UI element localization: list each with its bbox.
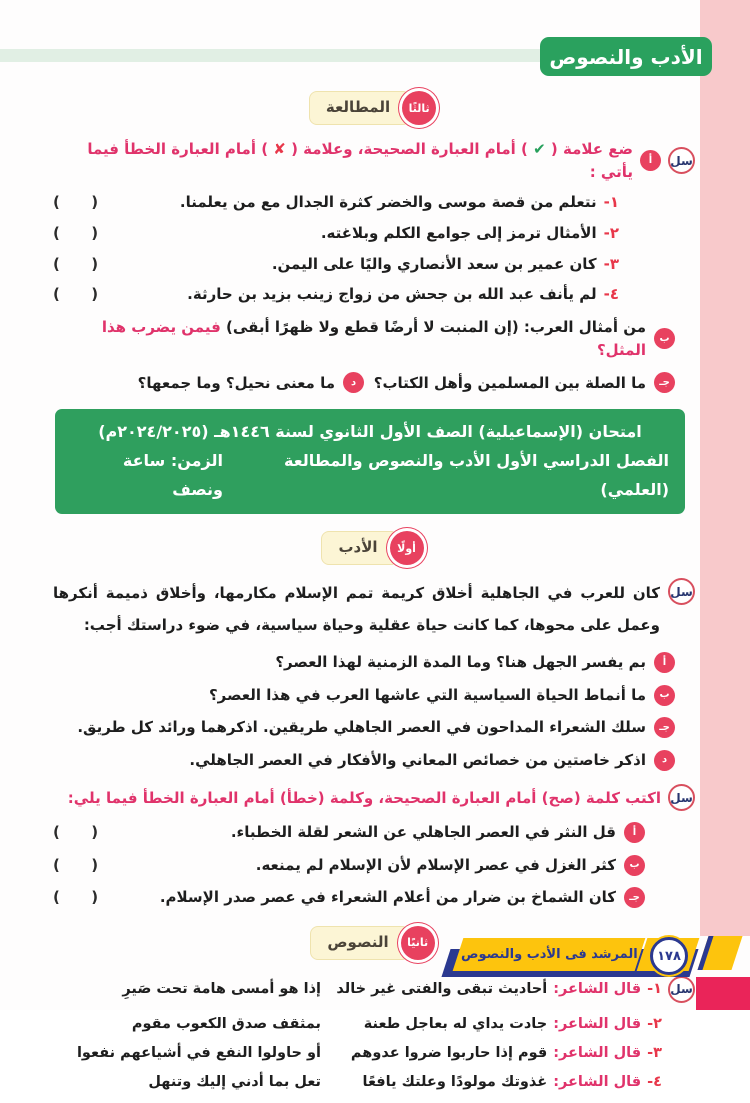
poem-line-1: سل ١- قال الشاعر: أحاديث تبقى والفتى غير خالد إذا هو أمسى هامة تحت صَيرِ bbox=[53, 976, 695, 1003]
footer-ribbon-end bbox=[697, 936, 742, 970]
question-part-d: د ما معنى نحيل؟ وما جمعها؟ bbox=[53, 372, 364, 393]
answer-slot: ( ) bbox=[53, 888, 99, 907]
tf-item-1: ١- نتعلم من قصة موسى والخضر كثرة الجدال مع من يعلمنا. ( ) bbox=[53, 192, 619, 214]
item-number: ٣- bbox=[603, 254, 619, 273]
footer-ribbon-text: المرشد فى الأدب والنصوص bbox=[460, 947, 638, 962]
question-parts-c-d bbox=[53, 372, 675, 393]
reading-label: المطالعة bbox=[309, 91, 411, 125]
part-letter-a: أ bbox=[640, 150, 661, 171]
question-part-c: جـ ما الصلة بين المسلمين وأهل الكتاب؟ bbox=[364, 372, 675, 393]
poem-speaker: قال الشاعر: bbox=[553, 1073, 642, 1090]
part-letter-c: جـ bbox=[654, 372, 675, 393]
item-number: ٢- bbox=[603, 223, 619, 242]
tf-item-2: ٢- الأمثال ترمز إلى جوامع الكلم وبلاغته. ( ) bbox=[53, 223, 619, 245]
exam-term: الفصل الدراسي الأول الأدب والنصوص والمطالعة (العلمي) bbox=[284, 450, 669, 499]
question-part-b: ب من أمثال العرب: (إن المنبت لا أرضًا قطع ولا ظهرًا أبقى) فيمن يضرب هذا المثل؟ bbox=[53, 316, 675, 361]
exam-title: امتحان (الإسماعيلية) الصف الأول الثانوي لسنة ١٤٤٦هـ (٢٠٢٤/٢٠٢٥م) bbox=[98, 422, 642, 441]
answer-slot: ( ) bbox=[53, 823, 99, 842]
poem-speaker: قال الشاعر: bbox=[553, 981, 642, 998]
item-number: ١- bbox=[603, 193, 619, 211]
answer-slot: ( ) bbox=[53, 193, 99, 211]
header-underline-band bbox=[0, 49, 555, 62]
poem-line-2: ٢- قال الشاعر: جادت يداي له بعاجل طعنة بمثقف صدق الكعوب مقوم bbox=[131, 1015, 662, 1032]
tf-question-header bbox=[53, 138, 695, 183]
answer-slot: ( ) bbox=[53, 855, 99, 874]
second-badge: ثانيًا bbox=[398, 923, 438, 963]
lit-sub-b: ب ما أنماط الحياة السياسية التي عاشها العرب في هذا العصر؟ bbox=[53, 684, 675, 707]
check-mark-icon: ✔ bbox=[533, 140, 546, 158]
part-letter-d: د bbox=[654, 750, 675, 771]
answer-slot: ( ) bbox=[53, 223, 99, 242]
wc-item-c: جـ كان الشماخ بن ضرار من أعلام الشعراء في عصر صدر الإسلام. ( ) bbox=[53, 886, 645, 909]
write-correct-prompt: اكتب كلمة (صح) أمام العبارة الصحيحة، وكلمة (خطأ) أمام العبارة الخطأ فيما يلي: bbox=[67, 788, 661, 807]
lit-sub-c: جـ سلك الشعراء المداحون في العصر الجاهلي طريقين. اذكرهما ورائد كل طريق. bbox=[53, 716, 675, 739]
exam-duration: الزمن: ساعة ونصف bbox=[122, 450, 223, 499]
part-letter-b: ب bbox=[654, 328, 675, 349]
wc-item-b: ب كثر الغزل في عصر الإسلام لأن الإسلام لم يمنعه. ( ) bbox=[53, 854, 645, 877]
part-letter-c: جـ bbox=[654, 717, 675, 738]
right-edge-strip bbox=[700, 0, 750, 936]
tf-item-3: ٣- كان عمير بن سعد الأنصاري واليًا على اليمن. ( ) bbox=[53, 254, 619, 276]
third-badge: ثالثًا bbox=[399, 88, 439, 128]
part-letter-a: أ bbox=[654, 652, 675, 673]
literature-question-intro: سل كان للعرب في الجاهلية أخلاق كريمة تمم الإسلام مكارمها، وأخلاق ذميمة أنكرها وعمل على محوها، كما كانت حياة عقلية وحياة سياسية، في ضوء دراستك أجب: bbox=[53, 578, 695, 641]
poem-speaker: قال الشاعر: bbox=[553, 1044, 642, 1061]
footer-ribbon bbox=[453, 938, 646, 971]
corner-accent-block bbox=[696, 977, 750, 1010]
section-first-label bbox=[53, 528, 695, 568]
part-letter-a: أ bbox=[624, 822, 645, 843]
ask-icon: سل bbox=[668, 578, 695, 605]
poem-number: ١- bbox=[647, 981, 662, 998]
part-letter-b: ب bbox=[654, 685, 675, 706]
texts-label: النصوص bbox=[310, 926, 409, 960]
page-number-badge: ١٧٨ bbox=[650, 937, 688, 975]
poem-line-4: ٤- قال الشاعر: غذوتك مولودًا وعلتك يافعًا تعل بما أدني إليك وتنهل bbox=[148, 1073, 662, 1090]
exam-subtitle bbox=[71, 447, 669, 505]
wc-item-a: أ قل النثر في العصر الجاهلي عن الشعر لقلة الخطباء. ( ) bbox=[53, 821, 645, 844]
ask-icon: سل bbox=[668, 784, 695, 811]
page-title: الأدب والنصوص bbox=[540, 37, 712, 76]
poem-number: ٢- bbox=[647, 1015, 662, 1032]
poem-number: ٤- bbox=[647, 1073, 662, 1090]
poem-speaker: قال الشاعر: bbox=[553, 1015, 642, 1032]
lit-sub-a: أ بم يفسر الجهل هنا؟ وما المدة الزمنية لهذا العصر؟ bbox=[53, 651, 675, 674]
answer-slot: ( ) bbox=[53, 285, 99, 304]
answer-slot: ( ) bbox=[53, 254, 99, 273]
part-letter-b: ب bbox=[624, 855, 645, 876]
poem-number: ٣- bbox=[647, 1044, 662, 1061]
tf-item-4: ٤- لم يأنف عبد الله بن جحش من زواج زينب بزيد بن حارثة. ( ) bbox=[53, 284, 619, 306]
ask-icon: سل bbox=[668, 147, 695, 174]
first-badge: أولًا bbox=[387, 528, 427, 568]
literature-label: الأدب bbox=[321, 531, 398, 565]
x-mark-icon: ✘ bbox=[273, 140, 286, 158]
write-correct-question-header bbox=[53, 784, 695, 811]
tf-prompt: ضع علامة ( ✔ ) أمام العبارة الصحيحة، وعلامة ( ✘ ) أمام العبارة الخطأ فيما يأتي : bbox=[87, 140, 633, 181]
part-letter-c: جـ bbox=[624, 887, 645, 908]
section-third-label bbox=[53, 88, 695, 128]
ask-icon: سل bbox=[668, 976, 695, 1003]
part-letter-d: د bbox=[343, 372, 364, 393]
lit-sub-d: د اذكر خاصتين من خصائص المعاني والأفكار في العصر الجاهلي. bbox=[53, 749, 675, 772]
poem-line-3: ٣- قال الشاعر: قوم إذا حاربوا ضروا عدوهم أو حاولوا النفع في أشياعهم نفعوا bbox=[76, 1044, 662, 1061]
item-number: ٤- bbox=[603, 285, 619, 304]
exam-info-box bbox=[55, 409, 685, 514]
